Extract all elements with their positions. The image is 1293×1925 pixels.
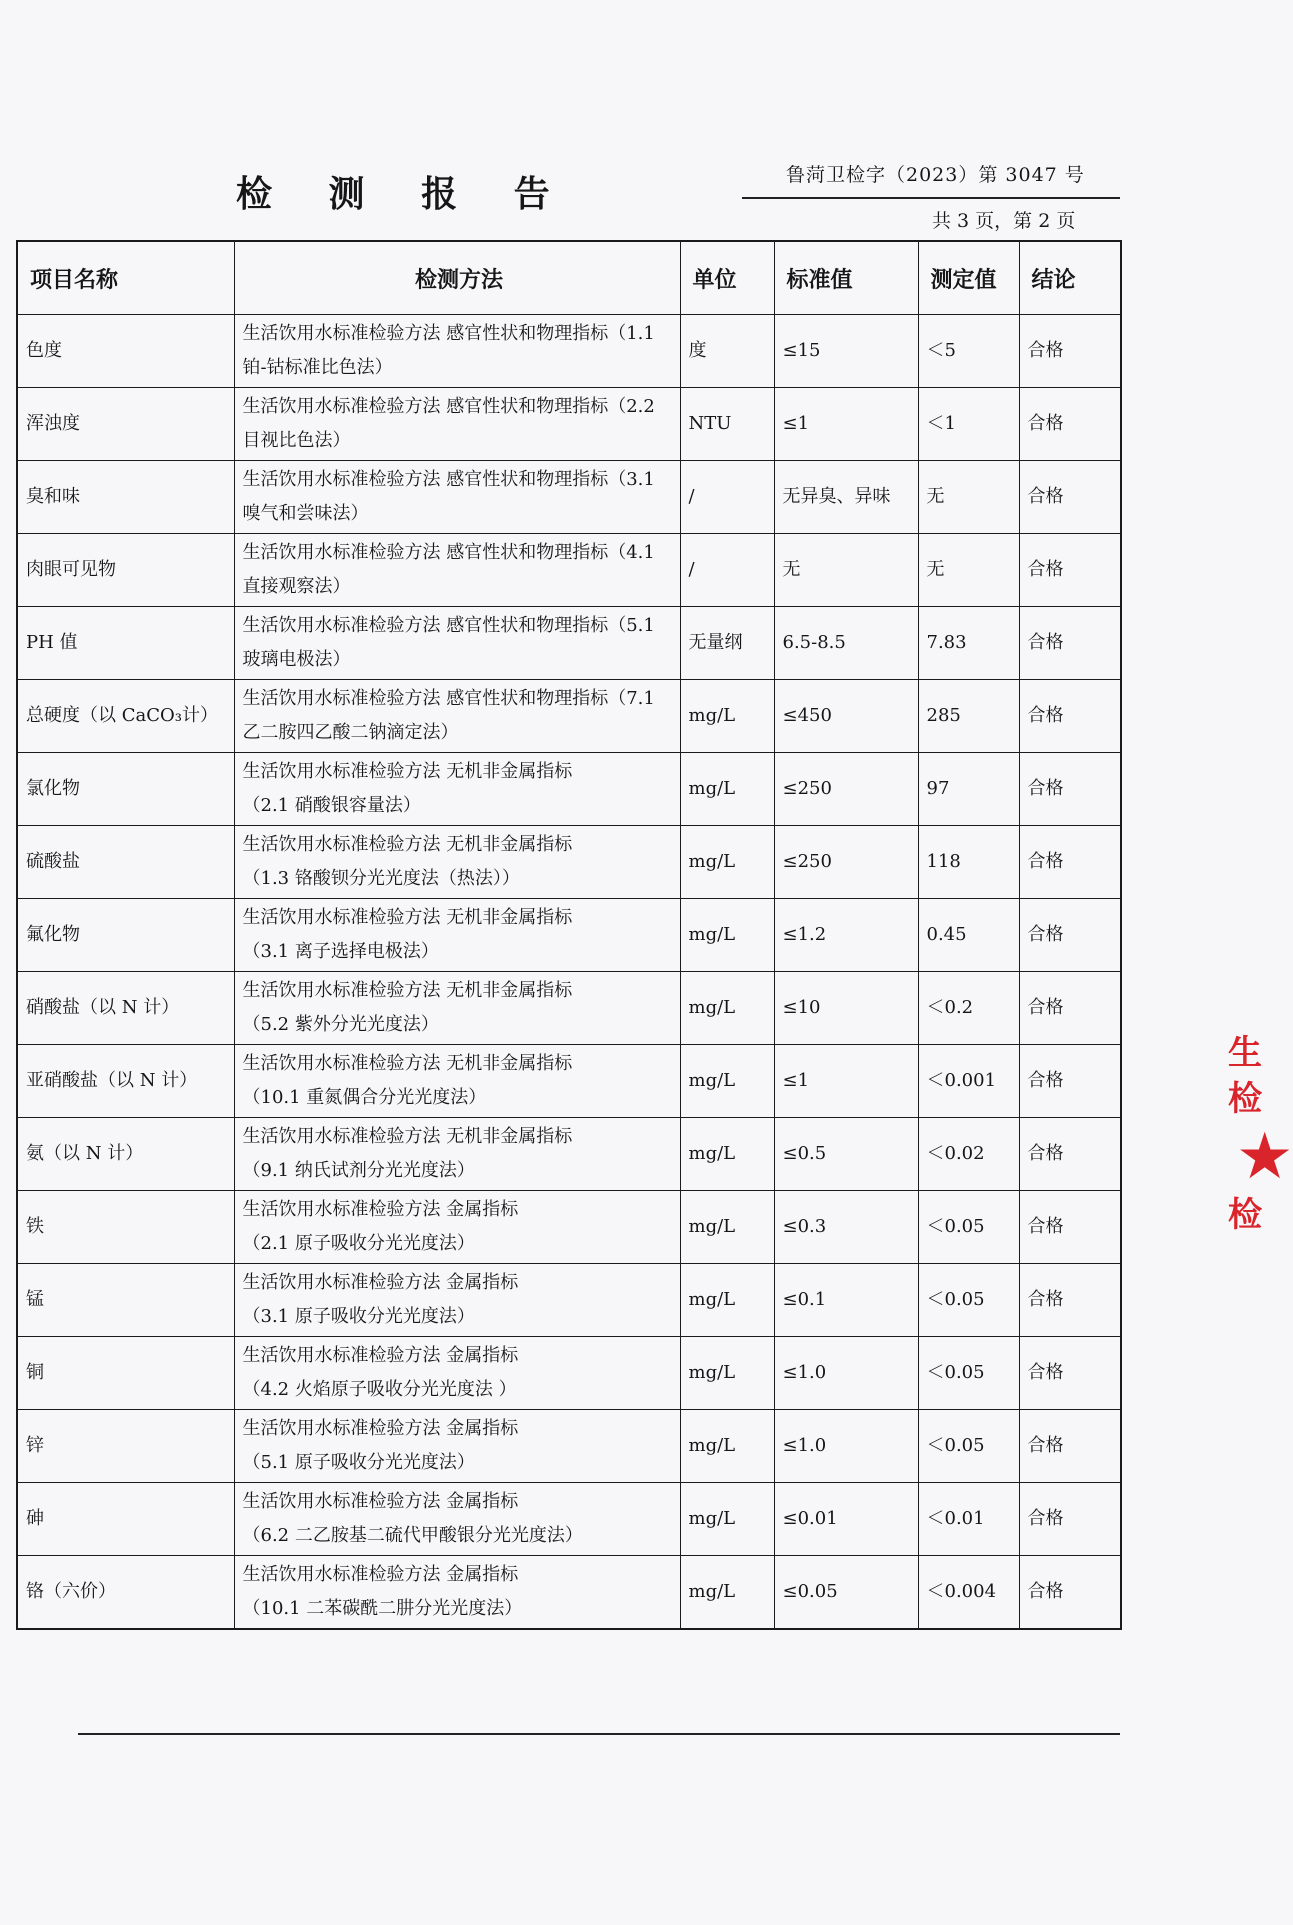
cell-result: 合格	[1019, 1045, 1121, 1118]
cell-unit: 无量纲	[680, 607, 774, 680]
seal-text-top: 生检	[1228, 1033, 1262, 1119]
cell-standard: ≤250	[774, 753, 918, 826]
cell-measured: ＜0.004	[918, 1556, 1019, 1629]
cell-standard: ≤0.05	[774, 1556, 918, 1629]
table-header-row	[17, 241, 1121, 315]
cell-result: 合格	[1019, 826, 1121, 899]
cell-measured: 285	[918, 680, 1019, 753]
cell-item-name: 硝酸盐（以 N 计）	[17, 972, 234, 1045]
cell-result: 合格	[1019, 1556, 1121, 1629]
cell-method: 生活饮用水标准检验方法 金属指标 （2.1 原子吸收分光光度法）	[234, 1191, 680, 1264]
report-title: 检 测 报 告	[236, 174, 572, 215]
table-row	[17, 534, 1121, 607]
table-row	[17, 826, 1121, 899]
cell-item-name: 铁	[17, 1191, 234, 1264]
cell-item-name: 氯化物	[17, 753, 234, 826]
cell-result: 合格	[1019, 1191, 1121, 1264]
cell-measured: ＜5	[918, 315, 1019, 388]
cell-unit: mg/L	[680, 1410, 774, 1483]
cell-result: 合格	[1019, 534, 1121, 607]
cell-item-name: 锌	[17, 1410, 234, 1483]
cell-method: 生活饮用水标准检验方法 无机非金属指标 （2.1 硝酸银容量法）	[234, 753, 680, 826]
cell-measured: 7.83	[918, 607, 1019, 680]
cell-method: 生活饮用水标准检验方法 金属指标 （3.1 原子吸收分光光度法）	[234, 1264, 680, 1337]
cell-standard: ≤250	[774, 826, 918, 899]
cell-method: 生活饮用水标准检验方法 感官性状和物理指标（4.1 直接观察法）	[234, 534, 680, 607]
cell-item-name: 氨（以 N 计）	[17, 1118, 234, 1191]
cell-standard: ≤1.0	[774, 1337, 918, 1410]
cell-method: 生活饮用水标准检验方法 无机非金属指标 （10.1 重氮偶合分光光度法）	[234, 1045, 680, 1118]
cell-unit: 度	[680, 315, 774, 388]
cell-measured: ＜0.05	[918, 1337, 1019, 1410]
table-row	[17, 680, 1121, 753]
cell-unit: mg/L	[680, 1118, 774, 1191]
column-header-item: 项目名称	[17, 241, 234, 315]
table-row	[17, 388, 1121, 461]
table-row	[17, 753, 1121, 826]
report-number: 鲁菏卫检字（2023）第 3047 号	[786, 164, 1085, 186]
cell-standard: ≤0.1	[774, 1264, 918, 1337]
cell-unit: /	[680, 461, 774, 534]
cell-unit: mg/L	[680, 1556, 774, 1629]
cell-standard: ≤1	[774, 1045, 918, 1118]
cell-measured: 97	[918, 753, 1019, 826]
cell-result: 合格	[1019, 680, 1121, 753]
cell-measured: ＜0.05	[918, 1191, 1019, 1264]
cell-method: 生活饮用水标准检验方法 感官性状和物理指标（2.2 目视比色法）	[234, 388, 680, 461]
cell-standard: ≤0.3	[774, 1191, 918, 1264]
cell-unit: mg/L	[680, 680, 774, 753]
column-header-result: 结论	[1019, 241, 1121, 315]
cell-unit: mg/L	[680, 1337, 774, 1410]
cell-result: 合格	[1019, 753, 1121, 826]
cell-standard: ≤450	[774, 680, 918, 753]
cell-result: 合格	[1019, 972, 1121, 1045]
cell-unit: /	[680, 534, 774, 607]
cell-measured: ＜0.05	[918, 1264, 1019, 1337]
cell-result: 合格	[1019, 315, 1121, 388]
cell-result: 合格	[1019, 461, 1121, 534]
cell-item-name: 肉眼可见物	[17, 534, 234, 607]
table-row	[17, 315, 1121, 388]
cell-method: 生活饮用水标准检验方法 金属指标 （10.1 二苯碳酰二肼分光光度法）	[234, 1556, 680, 1629]
cell-result: 合格	[1019, 1483, 1121, 1556]
table-row	[17, 1556, 1121, 1629]
table-row	[17, 972, 1121, 1045]
cell-standard: ≤1	[774, 388, 918, 461]
cell-unit: mg/L	[680, 1045, 774, 1118]
cell-method: 生活饮用水标准检验方法 金属指标 （6.2 二乙胺基二硫代甲酸银分光光度法）	[234, 1483, 680, 1556]
cell-result: 合格	[1019, 388, 1121, 461]
table-row	[17, 899, 1121, 972]
cell-measured: 0.45	[918, 899, 1019, 972]
cell-standard: 无	[774, 534, 918, 607]
table-row	[17, 1483, 1121, 1556]
cell-method: 生活饮用水标准检验方法 金属指标 （4.2 火焰原子吸收分光光度法 ）	[234, 1337, 680, 1410]
cell-measured: ＜0.02	[918, 1118, 1019, 1191]
cell-standard: 无异臭、异味	[774, 461, 918, 534]
cell-item-name: PH 值	[17, 607, 234, 680]
cell-item-name: 色度	[17, 315, 234, 388]
cell-measured: ＜0.01	[918, 1483, 1019, 1556]
cell-standard: ≤15	[774, 315, 918, 388]
cell-result: 合格	[1019, 1118, 1121, 1191]
cell-measured: 无	[918, 534, 1019, 607]
cell-measured: ＜1	[918, 388, 1019, 461]
cell-standard: ≤0.5	[774, 1118, 918, 1191]
table-row	[17, 607, 1121, 680]
cell-measured: 无	[918, 461, 1019, 534]
cell-unit: mg/L	[680, 753, 774, 826]
column-header-method: 检测方法	[234, 241, 680, 315]
cell-standard: 6.5-8.5	[774, 607, 918, 680]
cell-result: 合格	[1019, 1410, 1121, 1483]
cell-method: 生活饮用水标准检验方法 无机非金属指标 （3.1 离子选择电极法）	[234, 899, 680, 972]
cell-method: 生活饮用水标准检验方法 感官性状和物理指标（3.1 嗅气和尝味法）	[234, 461, 680, 534]
cell-method: 生活饮用水标准检验方法 感官性状和物理指标（5.1 玻璃电极法）	[234, 607, 680, 680]
cell-measured: ＜0.001	[918, 1045, 1019, 1118]
cell-result: 合格	[1019, 899, 1121, 972]
column-header-unit: 单位	[680, 241, 774, 315]
cell-standard: ≤10	[774, 972, 918, 1045]
cell-measured: ＜0.2	[918, 972, 1019, 1045]
cell-unit: mg/L	[680, 1191, 774, 1264]
page-indicator: 共 3 页，第 2 页	[932, 210, 1076, 232]
cell-method: 生活饮用水标准检验方法 无机非金属指标 （1.3 铬酸钡分光光度法（热法））	[234, 826, 680, 899]
cell-result: 合格	[1019, 1337, 1121, 1410]
cell-method: 生活饮用水标准检验方法 无机非金属指标 （5.2 紫外分光光度法）	[234, 972, 680, 1045]
cell-method: 生活饮用水标准检验方法 感官性状和物理指标（7.1 乙二胺四乙酸二钠滴定法）	[234, 680, 680, 753]
cell-unit: mg/L	[680, 1264, 774, 1337]
cell-method: 生活饮用水标准检验方法 感官性状和物理指标（1.1 铂-钴标准比色法）	[234, 315, 680, 388]
table-row	[17, 1337, 1121, 1410]
column-header-measured: 测定值	[918, 241, 1019, 315]
cell-unit: mg/L	[680, 1483, 774, 1556]
cell-item-name: 锰	[17, 1264, 234, 1337]
table-row	[17, 1045, 1121, 1118]
column-header-standard: 标准值	[774, 241, 918, 315]
cell-method: 生活饮用水标准检验方法 金属指标 （5.1 原子吸收分光光度法）	[234, 1410, 680, 1483]
cell-standard: ≤1.2	[774, 899, 918, 972]
table-row	[17, 1118, 1121, 1191]
cell-standard: ≤1.0	[774, 1410, 918, 1483]
cell-unit: NTU	[680, 388, 774, 461]
cell-measured: 118	[918, 826, 1019, 899]
cell-item-name: 铬（六价）	[17, 1556, 234, 1629]
cell-unit: mg/L	[680, 972, 774, 1045]
cell-method: 生活饮用水标准检验方法 无机非金属指标 （9.1 纳氏试剂分光光度法）	[234, 1118, 680, 1191]
cell-item-name: 浑浊度	[17, 388, 234, 461]
red-seal-stamp	[1228, 1030, 1293, 1280]
cell-item-name: 硫酸盐	[17, 826, 234, 899]
seal-text-bottom: 检	[1228, 1195, 1262, 1235]
cell-item-name: 砷	[17, 1483, 234, 1556]
seal-star-icon: ★	[1236, 1120, 1293, 1194]
cell-item-name: 总硬度（以 CaCO₃计）	[17, 680, 234, 753]
header-divider	[742, 197, 1120, 199]
cell-item-name: 臭和味	[17, 461, 234, 534]
cell-item-name: 氟化物	[17, 899, 234, 972]
cell-unit: mg/L	[680, 826, 774, 899]
footer-divider	[78, 1733, 1120, 1735]
cell-standard: ≤0.01	[774, 1483, 918, 1556]
cell-item-name: 铜	[17, 1337, 234, 1410]
cell-item-name: 亚硝酸盐（以 N 计）	[17, 1045, 234, 1118]
cell-result: 合格	[1019, 607, 1121, 680]
table-row	[17, 461, 1121, 534]
cell-measured: ＜0.05	[918, 1410, 1019, 1483]
cell-result: 合格	[1019, 1264, 1121, 1337]
table-row	[17, 1410, 1121, 1483]
results-table	[16, 240, 1122, 1630]
table-row	[17, 1264, 1121, 1337]
table-row	[17, 1191, 1121, 1264]
cell-unit: mg/L	[680, 899, 774, 972]
